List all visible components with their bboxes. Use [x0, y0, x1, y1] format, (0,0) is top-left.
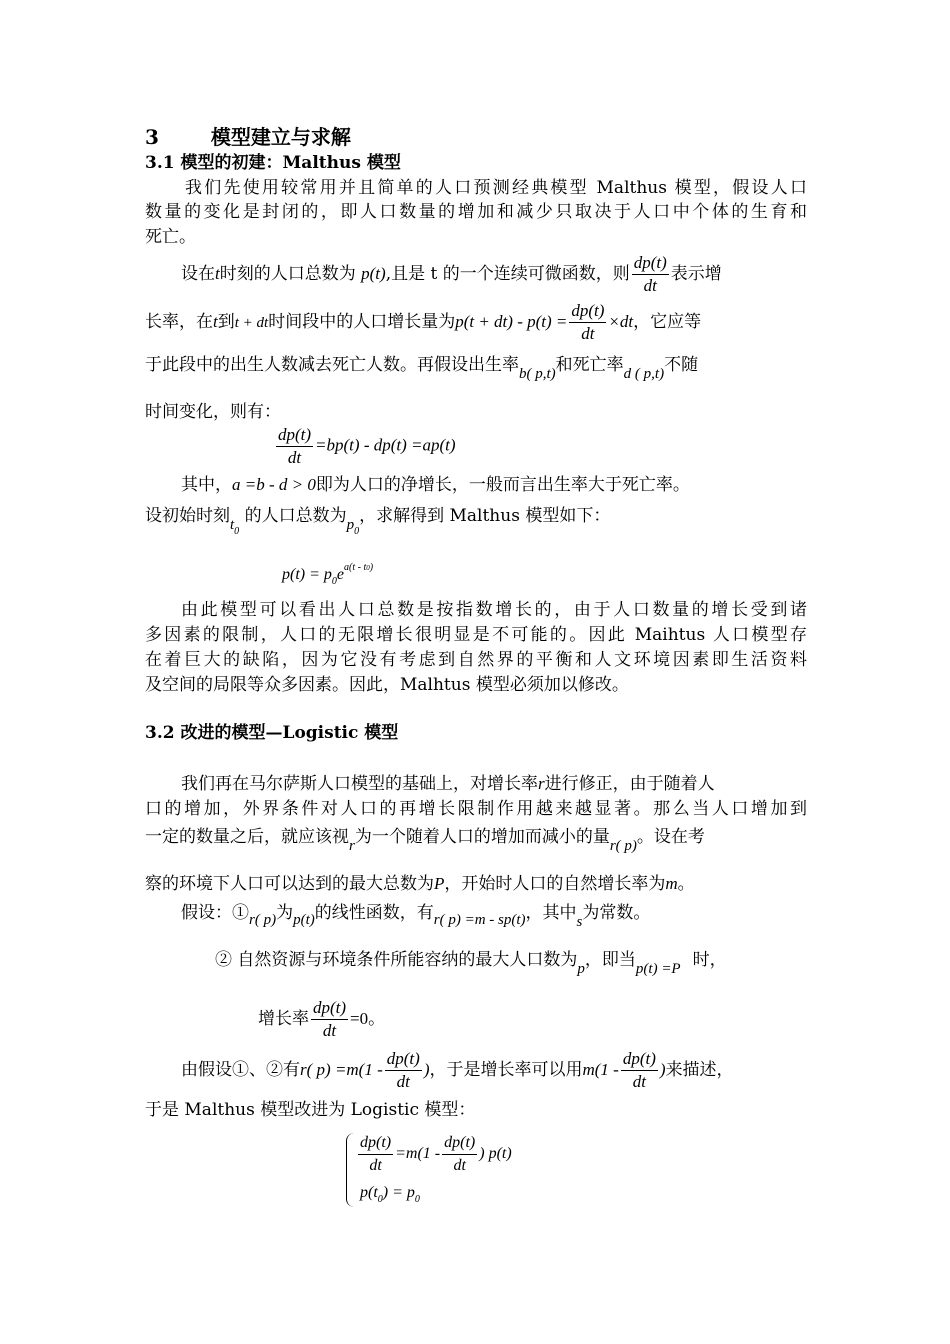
paragraph-line: 数量的变化是封闭的，即人口数量的增加和减少只取决于人口中个体的生育和: [145, 202, 807, 222]
paragraph-line: 一定的数量之后，就应该视r为一个随着人口的增加而减小的量r( p)。设在考: [145, 827, 705, 854]
fraction: $\frac{dp(t)}{dt}$: [633, 253, 667, 295]
paragraph-line: 察的环境下人口可以达到的最大总数为P，开始时人口的自然增长率为m。: [145, 874, 695, 894]
math-pt: p(t): [361, 264, 386, 283]
paragraph-line: 于此段中的出生人数减去死亡人数。再假设出生率b( p,t)和死亡率d ( p,t)不随: [145, 355, 699, 382]
fraction: $\frac{dp(t)}{dt}$: [360, 1134, 392, 1174]
paragraph-line: 由假设①、②有r( p) =m(1 - $\frac{dp(t)}{dt}$ )，于是增长率可以用m(1 - $\frac{dp(t)}{dt}$ )来描述，: [181, 1049, 734, 1091]
subsection-heading-3-1: 3.1 模型的初建：Malthus 模型: [145, 153, 401, 173]
section-title: 模型建立与求解: [210, 125, 351, 149]
paragraph-line: 由此模型可以看出人口总数是按指数增长的，由于人口数量的增长受到诸: [181, 600, 807, 620]
paragraph-line: 时间变化，则有：: [145, 402, 281, 422]
equation-initial-condition: $p(t_0) = p_0$: [360, 1184, 420, 1205]
fraction: $\frac{dp(t)}{dt}$: [622, 1049, 656, 1091]
equation-malthus: $p(t) = p_0e^{a(t - t0)}$: [282, 562, 374, 587]
equation-logistic: $\frac{dp(t)}{dt}$ =m(1 - $\frac{dp(t)}{dt}$ ) p(t): [356, 1132, 512, 1177]
section-heading: [145, 124, 807, 150]
fraction: $\frac{dp(t)}{dt}$: [313, 998, 347, 1040]
paragraph-line: 其中，a =b - d > 0即为人口的净增长，一般而言出生率大于死亡率。: [181, 475, 690, 495]
fraction: $\frac{dp(t)}{dt}$: [386, 1049, 420, 1091]
paragraph-line: 于是 Malthus 模型改进为 Logistic 模型：: [145, 1100, 476, 1120]
assumption-2: ② 自然资源与环境条件所能容纳的最大人口数为p，即当p(t) =P 时，: [215, 950, 727, 977]
paragraph-line: 在着巨大的缺陷，因为它没有考虑到自然界的平衡和人文环境因素即生活资料: [145, 650, 807, 670]
fraction: $\frac{dp(t)}{dt}$: [444, 1134, 476, 1174]
paragraph-line: 多因素的限制，人口的无限增长很明显是不可能的。因此 Maihtus 人口模型存: [145, 625, 807, 645]
fraction: $\frac{dp(t)}{dt}$: [278, 425, 312, 467]
subsection-heading-3-2: 3.2 改进的模型—Logistic 模型: [145, 723, 399, 743]
growth-rate-zero: 增长率 $\frac{dp(t)}{dt}$ =0。: [258, 998, 386, 1040]
section-number: 3: [145, 125, 159, 149]
paragraph-line: 长率，在t到t + dt时间段中的人口增长量为p(t + dt) - p(t) = $\frac{dp(t)}{dt}$ ×dt，它应等: [145, 301, 702, 343]
paragraph-line: 设初始时刻$t_0$ 的人口总数为$p_0$，求解得到 Malthus 模型如下：: [145, 506, 611, 537]
math-t: t: [215, 264, 220, 283]
paragraph-line: 及空间的局限等众多因素。因此，Malhtus 模型必须加以修改。: [145, 675, 629, 695]
equation-growth: $\frac{dp(t)}{dt}$ =bp(t) - dp(t) =ap(t): [278, 425, 456, 467]
paragraph-line: 死亡。: [145, 227, 196, 247]
paragraph-line: 口的增加，外界条件对人口的再增长限制作用越来越显著。那么当人口增加到: [145, 799, 807, 819]
assumption-1: 假设：①r( p)为p(t)的线性函数，有r( p) =m - sp(t)，其中s为常数。: [181, 903, 651, 930]
paragraph-line: 设在t时刻的人口总数为 p(t),且是 t 的一个连续可微函数，则 $\frac{dp(t)}{dt}$ 表示增: [181, 253, 722, 295]
paragraph-line: 我们再在马尔萨斯人口模型的基础上，对增长率r进行修正，由于随着人: [181, 774, 715, 794]
fraction: $\frac{dp(t)}{dt}$: [571, 301, 605, 343]
paragraph-line: 我们先使用较常用并且简单的人口预测经典模型 Malthus 模型，假设人口: [185, 178, 807, 198]
